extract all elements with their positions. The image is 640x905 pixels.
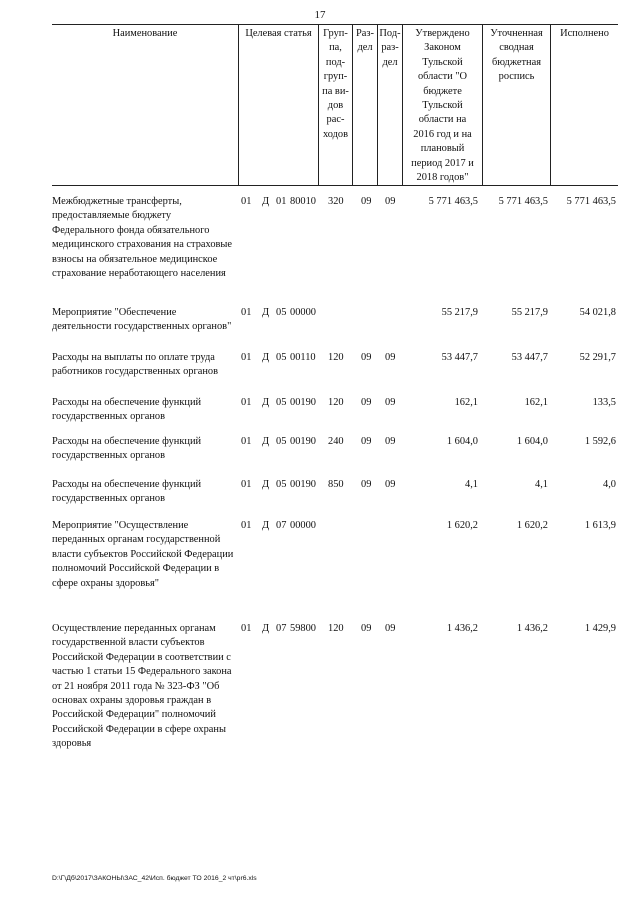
approved-cell: 1 436,2: [446, 623, 478, 634]
code-part: 01: [241, 436, 252, 447]
group-cell: 120: [328, 397, 344, 408]
code-part: 00190: [290, 479, 316, 490]
approved-cell: 53 447,7: [441, 352, 478, 363]
section-cell: 09: [361, 352, 372, 363]
code-part: 05: [276, 479, 287, 490]
code-part: Д: [262, 196, 270, 207]
code-part: Д: [262, 520, 270, 531]
executed-cell: 52 291,7: [579, 352, 616, 363]
section-cell: 09: [361, 436, 372, 447]
header-target: Целевая статья: [238, 25, 318, 185]
code-part: 07: [276, 623, 287, 634]
code-part: 01: [241, 307, 252, 318]
executed-cell: 5 771 463,5: [566, 196, 616, 207]
code-part: 01: [241, 397, 252, 408]
row-name: Мероприятие "Осуществление переданных органам государственной власти субъектов Российской Федерации полномочий Российской Федерации в сфере охраны здоровья": [52, 520, 234, 589]
page-number: 17: [314, 9, 326, 21]
executed-cell: 133,5: [592, 397, 616, 408]
refined-cell: 53 447,7: [511, 352, 548, 363]
code-part: 01: [241, 196, 252, 207]
code-part: 59800: [290, 623, 316, 634]
approved-cell: 55 217,9: [441, 307, 478, 318]
subsection-cell: 09: [385, 196, 396, 207]
refined-cell: 55 217,9: [511, 307, 548, 318]
refined-cell: 162,1: [524, 397, 548, 408]
header-name: Наименование: [112, 28, 178, 39]
code-part: Д: [262, 479, 270, 490]
refined-cell: 5 771 463,5: [498, 196, 548, 207]
approved-cell: 4,1: [465, 479, 478, 490]
section-cell: 09: [361, 479, 372, 490]
code-part: Д: [262, 352, 270, 363]
refined-cell: 1 620,2: [516, 520, 548, 531]
code-part: Д: [262, 436, 270, 447]
row-name: Расходы на обеспечение функций государственных органов: [52, 479, 202, 505]
group-cell: 120: [328, 623, 344, 634]
code-part: 05: [276, 436, 287, 447]
refined-cell: 1 604,0: [516, 436, 548, 447]
code-part: 00000: [290, 520, 316, 531]
executed-cell: 4,0: [603, 479, 616, 490]
code-part: Д: [262, 307, 270, 318]
approved-cell: 162,1: [454, 397, 478, 408]
header-executed: Исполнено: [550, 25, 618, 185]
refined-cell: 1 436,2: [516, 623, 548, 634]
section-cell: 09: [361, 623, 372, 634]
subsection-cell: 09: [385, 397, 396, 408]
code-part: 01: [241, 623, 252, 634]
approved-cell: 1 620,2: [446, 520, 478, 531]
row-name: Осуществление переданных органам государственной власти субъектов Российской Федерации в соответствии с частью 1 статьи 15 Федерального закона от 21 ноября 2011 года № 323-ФЗ "Об основах охраны здоровья граждан в Российской Федерации" полномочий Российской Федерации в сфере охраны здоровья: [52, 623, 232, 750]
file-path: D:\Г\Дб\2017\ЗАКОНЫ\ЗАС_42\Исп. бюджет ТО 2016_2 чт\pr6.xls: [52, 875, 257, 882]
header-subsection: Под- раз- дел: [377, 25, 402, 185]
header-group: Груп- па, под- груп- па ви- дов рас- ходов: [318, 25, 352, 185]
code-part: 00190: [290, 397, 316, 408]
code-part: Д: [262, 623, 270, 634]
subsection-cell: 09: [385, 479, 396, 490]
executed-cell: 1 429,9: [584, 623, 616, 634]
section-cell: 09: [361, 397, 372, 408]
code-part: 05: [276, 397, 287, 408]
code-part: 05: [276, 352, 287, 363]
section-cell: 09: [361, 196, 372, 207]
subsection-cell: 09: [385, 436, 396, 447]
code-part: 07: [276, 520, 287, 531]
row-name: Расходы на обеспечение функций государственных органов: [52, 397, 202, 423]
code-part: 80010: [290, 196, 316, 207]
code-part: 00190: [290, 436, 316, 447]
code-part: 01: [241, 479, 252, 490]
row-name: Расходы на обеспечение функций государственных органов: [52, 436, 202, 462]
subsection-cell: 09: [385, 352, 396, 363]
executed-cell: 1 613,9: [584, 520, 616, 531]
group-cell: 240: [328, 436, 344, 447]
code-part: Д: [262, 397, 270, 408]
code-part: 00110: [290, 352, 316, 363]
group-cell: 320: [328, 196, 344, 207]
row-name: Мероприятие "Обеспечение деятельности государственных органов": [52, 307, 232, 333]
header-refined: Уточненная сводная бюджетная роспись: [482, 25, 550, 185]
approved-cell: 1 604,0: [446, 436, 478, 447]
row-name: Расходы на выплаты по оплате труда работников государственных органов: [52, 352, 219, 378]
subsection-cell: 09: [385, 623, 396, 634]
executed-cell: 54 021,8: [579, 307, 616, 318]
code-part: 01: [241, 352, 252, 363]
group-cell: 120: [328, 352, 344, 363]
table-header: [52, 24, 618, 186]
group-cell: 850: [328, 479, 344, 490]
refined-cell: 4,1: [535, 479, 548, 490]
code-part: 01: [241, 520, 252, 531]
header-approved: Утверждено Законом Тульской области "О бюджете Тульской области на 2016 год и на плановый период 2017 и 2018 годов": [402, 25, 482, 185]
code-part: 00000: [290, 307, 316, 318]
executed-cell: 1 592,6: [584, 436, 616, 447]
code-part: 05: [276, 307, 287, 318]
approved-cell: 5 771 463,5: [428, 196, 478, 207]
row-name: Межбюджетные трансферты, предоставляемые бюджету Федерального фонда обязательного медицинского страхования на страховые взносы на обязательное медицинское страхование неработающего населения: [52, 196, 233, 280]
code-part: 01: [276, 196, 287, 207]
header-section: Раз- дел: [352, 25, 377, 185]
